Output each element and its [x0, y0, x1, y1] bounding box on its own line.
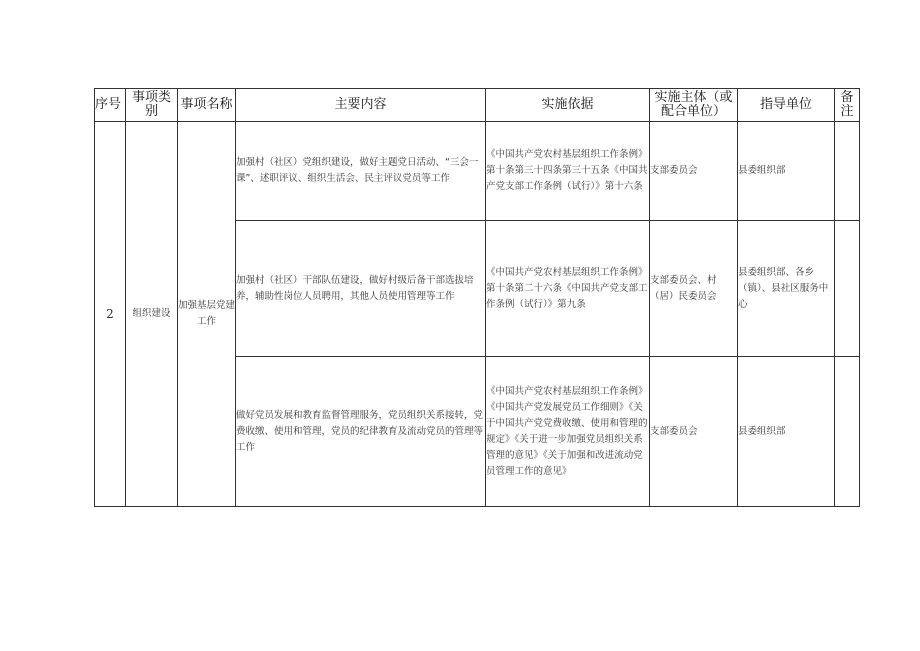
header-content: 主要内容	[236, 89, 486, 122]
matters-table	[94, 88, 860, 507]
header-basis: 实施依据	[486, 89, 650, 122]
row-guide: 县委组织部	[738, 122, 835, 221]
group-seq: 2	[95, 122, 126, 507]
row-content: 加强村（社区）干部队伍建设，做好村级后备干部选拔培养，辅助性岗位人员聘用，其他人员使用管理等工作	[236, 221, 486, 357]
row-guide: 县委组织部	[738, 357, 835, 507]
row-basis: 《中国共产党农村基层组织工作条例》第十条第三十四条第三十五条《中国共产党支部工作条例（试行）》第十六条	[486, 122, 650, 221]
header-seq: 序号	[95, 89, 126, 122]
row-basis: 《中国共产党农村基层组织工作条例》《中国共产党发展党员工作细则》《关于中国共产党党费收缴、使用和管理的规定》《关于进一步加强党员组织关系管理的意见》《关于加强和改进流动党员管理工作的意见》	[486, 357, 650, 507]
row-remark	[835, 122, 860, 221]
row-subject: 支部委员会、村（居）民委员会	[650, 221, 738, 357]
header-guide: 指导单位	[738, 89, 835, 122]
header-category: 事项类别	[126, 89, 178, 122]
header-remark: 备注	[835, 89, 860, 122]
header-subject: 实施主体（或配合单位）	[650, 89, 738, 122]
row-content: 加强村（社区）党组织建设，做好主题党日活动、“三会一课”、述职评议、组织生活会、民主评议党员等工作	[236, 122, 486, 221]
group-category: 组织建设	[126, 122, 178, 507]
row-subject: 支部委员会	[650, 357, 738, 507]
row-basis: 《中国共产党农村基层组织工作条例》第十条第二十六条《中国共产党支部工作条例（试行）》第九条	[486, 221, 650, 357]
header-name: 事项名称	[178, 89, 236, 122]
header-row	[95, 89, 860, 122]
table-row	[95, 122, 860, 221]
row-subject: 支部委员会	[650, 122, 738, 221]
row-remark	[835, 221, 860, 357]
row-remark	[835, 357, 860, 507]
group-name: 加强基层党建工作	[178, 122, 236, 507]
row-guide: 县委组织部、各乡（镇）、县社区服务中心	[738, 221, 835, 357]
row-content: 做好党员发展和教育监督管理服务，党员组织关系接转，党费收缴、使用和管理，党员的纪律教育及流动党员的管理等工作	[236, 357, 486, 507]
